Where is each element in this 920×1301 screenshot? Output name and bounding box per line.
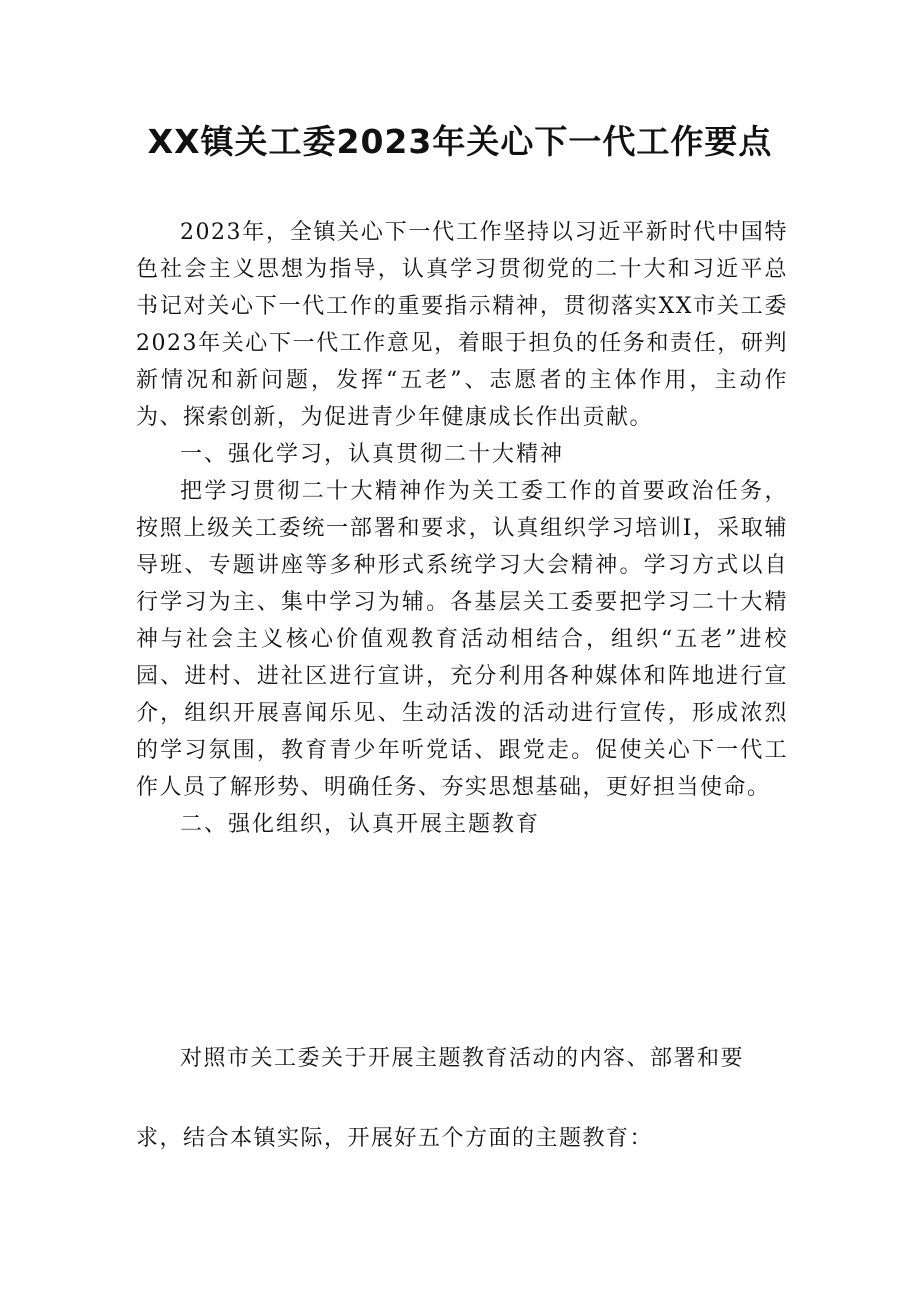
section-1-paragraph: 把学习贯彻二十大精神作为关工委工作的首要政治任务，按照上级关工委统一部署和要求，认真组织学习培训I，采取辅导班、专题讲座等多种形式系统学习大会精神。学习方式以自行学习为主、集中学习为辅。各基层关工委要把学习二十大精神与社会主义核心价值观教育活动相结合，组织“五老”进校园、进村、进社区进行宣讲，充分利用各种媒体和阵地进行宣介，组织开展喜闻乐见、生动活泼的活动进行宣传，形成浓烈的学习氛围，教育青少年听党话、跟党走。促使关心下一代工作人员了解形势、明确任务、夯实思想基础，更好担当使命。	[136, 479, 788, 800]
document-body	[136, 214, 788, 843]
intro-paragraph: 2023年，全镇关心下一代工作坚持以习近平新时代中国特色社会主义思想为指导，认真学习贯彻党的二十大和习近平总书记对关心下一代工作的重要指示精神，贯彻落实XX市关工委2023年关心下一代工作意见，着眼于担负的任务和责任，研判新情况和新问题，发挥“五老”、志愿者的主体作用，主动作为、探索创新，为促进青少年健康成长作出贡献。	[136, 220, 788, 430]
document-title: XX镇关工委2023年关心下一代工作要点	[147, 122, 773, 161]
section-2-heading: 二、强化组织，认真开展主题教育	[180, 812, 541, 837]
section-1-heading: 一、强化学习，认真贯彻二十大精神	[180, 442, 565, 467]
section-2-paragraph-line-2: 求，结合本镇实际，开展好五个方面的主题教育：	[136, 1126, 654, 1151]
section-2-paragraph-line-1: 对照市关工委关于开展主题教育活动的内容、部署和要	[180, 1046, 745, 1071]
